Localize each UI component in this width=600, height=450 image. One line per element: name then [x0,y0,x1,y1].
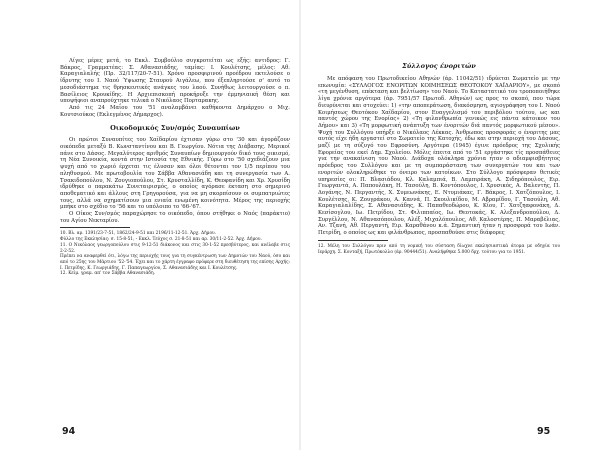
footnote: 12. Μέλη του Συλλόγου πριν από τη νομική του σύσταση δίωχνε εκκλησιαστικά άτομα με οδηγία του Ιεράρχη. Σ. Κονταξή, Πρωτόκολλο (άρ. 90444/51). Αναλήφθηκε 5.000 δρχ. τούτου για το 1951. [318,243,560,255]
footnote: Πρέπει να αναφερθεί ότι, λόγω της περιοχής τους για τη συγκέντρωση των Δημοτών του Ναού, όσο και από το 25ης του Μάρτιου '52-'54. Έχει και το χάρτη έγγραφο πρόφερε στη διευθέτηση της επίσης Αρχής: Ι. Πετρίδης, Κ. Γεωργιάδης, Γ. Παπαγεωργίου, Σ. Αθανασιάδης και Ι. Κουλέτσης. [60,254,290,271]
footnote-divider [318,240,388,241]
right-page [300,0,600,450]
intro-paragraph-2: Από τις 24 Μαΐου του '51 αναλαμβάνει καθήκοντα Δημάρχου ο Μιχ. Κουτσιούκος (Εκλεγμένος Δήμαρχος). [60,104,290,118]
body-paragraph: Οι πρώτοι Συναυπίτες του Χαϊδαρίου έχτισαν γύρω στο '30 και άγοράζουν οικόπεδα μεταξύ Β. Κωνσταντίνου και Β. Γεωργίου. Νότια της Διάβασης. Μερικοί πάνε στο Δάσος. Μεγαλύτερος αριθμός Συναυπίων δημιουργούν δικό τους οικισμό, τη Νέα Συνοικία, κοντά στην Ιστοσία της Εθνικής. Γύρω στο '50 σχεδιάζουν μια ψυχή από το χωριό έρχεται τις έλυσαν και όλοι θέτονται τον 1/5 περίπου του πληθυσμού. Με πρωτοβουλία του Σάββα Αθανασιάδη και τη συνεργασία των Α. Τσακιδοπούλου, Ν. Ζουγιοπούλου, Στ. Κρυσταλλίδη, Κ. Θεοφανίδη και Χρ. Χρυσίδη ιδρύθηκε ο παρακάτω Συνεταιρισμός, ο οποίος αγόρασε έκταση στο σημερινό αποθεματικό και άλλους στη Γρηγορούσα, για να μη σκορπίσουν οι συμπατριώτες τους, αλλά να σχηματίσουν μια ενιαία ενωμένη κοινότητα. Μέρος της περιοχής μπήκε στο σχέδιο το '56 και το υπόλοιπο το '66-'67. [60,137,290,211]
footnote: Φύλλο της Εκκλησίας: σ. 15-8-51, - Εκκλ. Τεύχος σ. 21-8-51 και αρ. 30/11-2-52. Άρχ. Δήμου. [60,237,262,243]
footnotes [318,244,560,255]
footnote: 12. Κείμ. γραμ. απ' τον Σάββα Αθανασιάδη. [60,271,155,277]
footnote-divider [60,227,130,228]
page-number-left: 94 [62,426,76,437]
section-heading-parishioners-association: Σύλλογος ένοριτών [402,62,476,70]
footnotes [60,231,290,277]
footnote: 10. Βλ. αρ. 1391/23-7-51, 1862/24-9-51 και 2196/11-12-51. Άρχ. Δήμου. [60,231,217,237]
body-paragraph-2: Ο Οίκος Συν/σμός παραχώρησε το οικόπεδο, όπου στήθηκε ο Ναός (παράκτιο) του Αγίου Νεκταρίου. [60,211,290,224]
body-paragraph: Με απόφαση του Πρωτοδικείου Αθηνών (άρ. 11042/51) ιδρύεται Σωματείο με την επωνυμία: «ΣΥΛΛΟΓΟΣ ΕΝΟΡΙΤΩΝ ΚΟΙΜΗΣΕΩΣ ΘΕΟΤΟΚΟΥ ΧΑΪΔΑΡΙΟΥ», με σκοπό «τη μεγένθυση, επέκταση και βελτίωση» του Ναού. Το Καταστατικό του τροποποιήθηκε λίγα χρόνια αργότερα (άρ. 7951/57 Πρωτοδ. Αθηνών) ως προς το σκοπό, που τώρα διευρύνεται και στοχεύει: 1) «την αποπεράτωση, διακόσμηση, αγιογράφηση του Ι. Ναού Κοιμήσεως Θεοτόκου Χαϊδαρίου, στον Ευαγγελισμό του περιβόλου τούτου, ως και παντός χώρου της Ενορίας» 2) «Τη φιλανθρωπία γενικώς εις πάντα κάτοικον του Δήμου» και 3) «Τη μορφωτική ανάπτυξη των ένοριτών διά παντός μορφωτικού μέσου». Ψυχή του Συλλόγου υπήρξε ο Νικόλαος Λέκκας. Άνθρωπος προσφοράς ο ένοριτης μας αυτός είχε ήδη εργαστεί στο Σωματείο της Κατοχής, έδω και στην περιοχή του Δάσους, μαζί με τη σύζυγό του Εφροσύνη. Αργότερα (1945) έγινε πρόεδρος της Σχολικής Εφορείας του εκεί Δημ. Σχολείου. Μόλις έπειτα από το '51 εργάστηκε τίς προσπάθειες για την ανακαίνιση του Ναού. Διάδοχα ολόκληρα χρόνια ήταν ο αδιαμφισβήτητος πρόεδρος του Συλλόγου και με τη συμπαράσταση των συνεργατών του και των ενοριτών ολοκληρώθηκε το όνειρο των κατοίκων. Στο Σύλλογο πρόσφεραν θετικές υπηρεσίες οι: Π. Βλασιάδου, Κλ. Καλαμπιά, Β. Λαμπιράκη, Α. Σιδηρόπουλος, Ειρ. Γεωργαντά, Α. Παπουλάκη, Η. Τασούλη, Β. Κοντόπουλος, Ι. Χρυσικός, Α. Βαλεντής, Π. Δογάνης, Ν. Περγαντής, Χ. Συμεωνάκης, Ε. Ντυμιάκας, Γ. Βάκρος, Ι. Χατζόπουλος, Ι. Κουλέτσης, Κ. Ζουγράκου, Α. Καννά, Π. Σκουλικίδου, Μ. Αβραμίδου, Γ. Τασούλη, Αθ. Καραγιαλαλίδης, Σ. Αθανασιάδης, Κ. Παπαθεοδώρου, Κ. Κίου, Γ. Χατζηαφονάκη, Δ. Κεσίσογλου, Ιω. Πετρίδου, Στ. Φιλιππαίος, Ιω. Θεοτοκάς, Κ. Αλεξανδροπούλου, Δ. Συργέλλου, Ν. Αθανασόπουλου, Αλέξ. Μιχαλόπουλος, Αθ. Καλοστέρης, Π. Μαραβέλιας, Αν. Τζανή, Αθ. Περγαντή, Ειρ. Καραθάνου κ.ά. Σημαντική ήταν η προσφορά του Ιωάν. Πετρίδη, ο οποίος ως και φιλάνθρωπος, προσπαθούσε στις διάφορες [318,76,560,237]
footnote: 11. Ο Νικόλαος γεωργοπούλου στις 9-12-51 διάκονος και στις 30-1-52 πρεσβύτερος, και ανέλαβε στις 2-2-52. [60,242,290,254]
page-number-right: 95 [537,426,551,437]
intro-paragraph: Λίγες μέρες μετά, το Εκκλ. Συμβούλιο συγκροτείται ως εξής: αντιδρος: Γ. Βάκρος, Γραμματέας: Σ. Αθανασιάδης, ταμίας: Ι. Κουλέτσης, μέλος: Αθ. Καραγιαλαλής (Πρ. 32/117/20-7-51). Χρόνο προσφιρινού προέδρου εκτελούσε ο ίδρυτης του Ι. Ναού Ύψωσης Σταυρού Αιγάλεω, που έξεπληρτούσε σ' αυτό το μεσοδιάστημα τις θρησκευτικές ανάγκες του λαού. Συνήθως λειτουργούσε ο π. Βασίλειος Κρουκίδης. Η Αρχιεπισκοπή προκήρυξε την έμμηνιαική θέση και υποψήφιοι αναπρούχτηκε τελικά ο Νικόλαος Πορταρακης. [60,58,290,105]
section-heading-housing-cooperative: Οικοδομικός Συν/σμός Συναυπίων [110,124,240,133]
